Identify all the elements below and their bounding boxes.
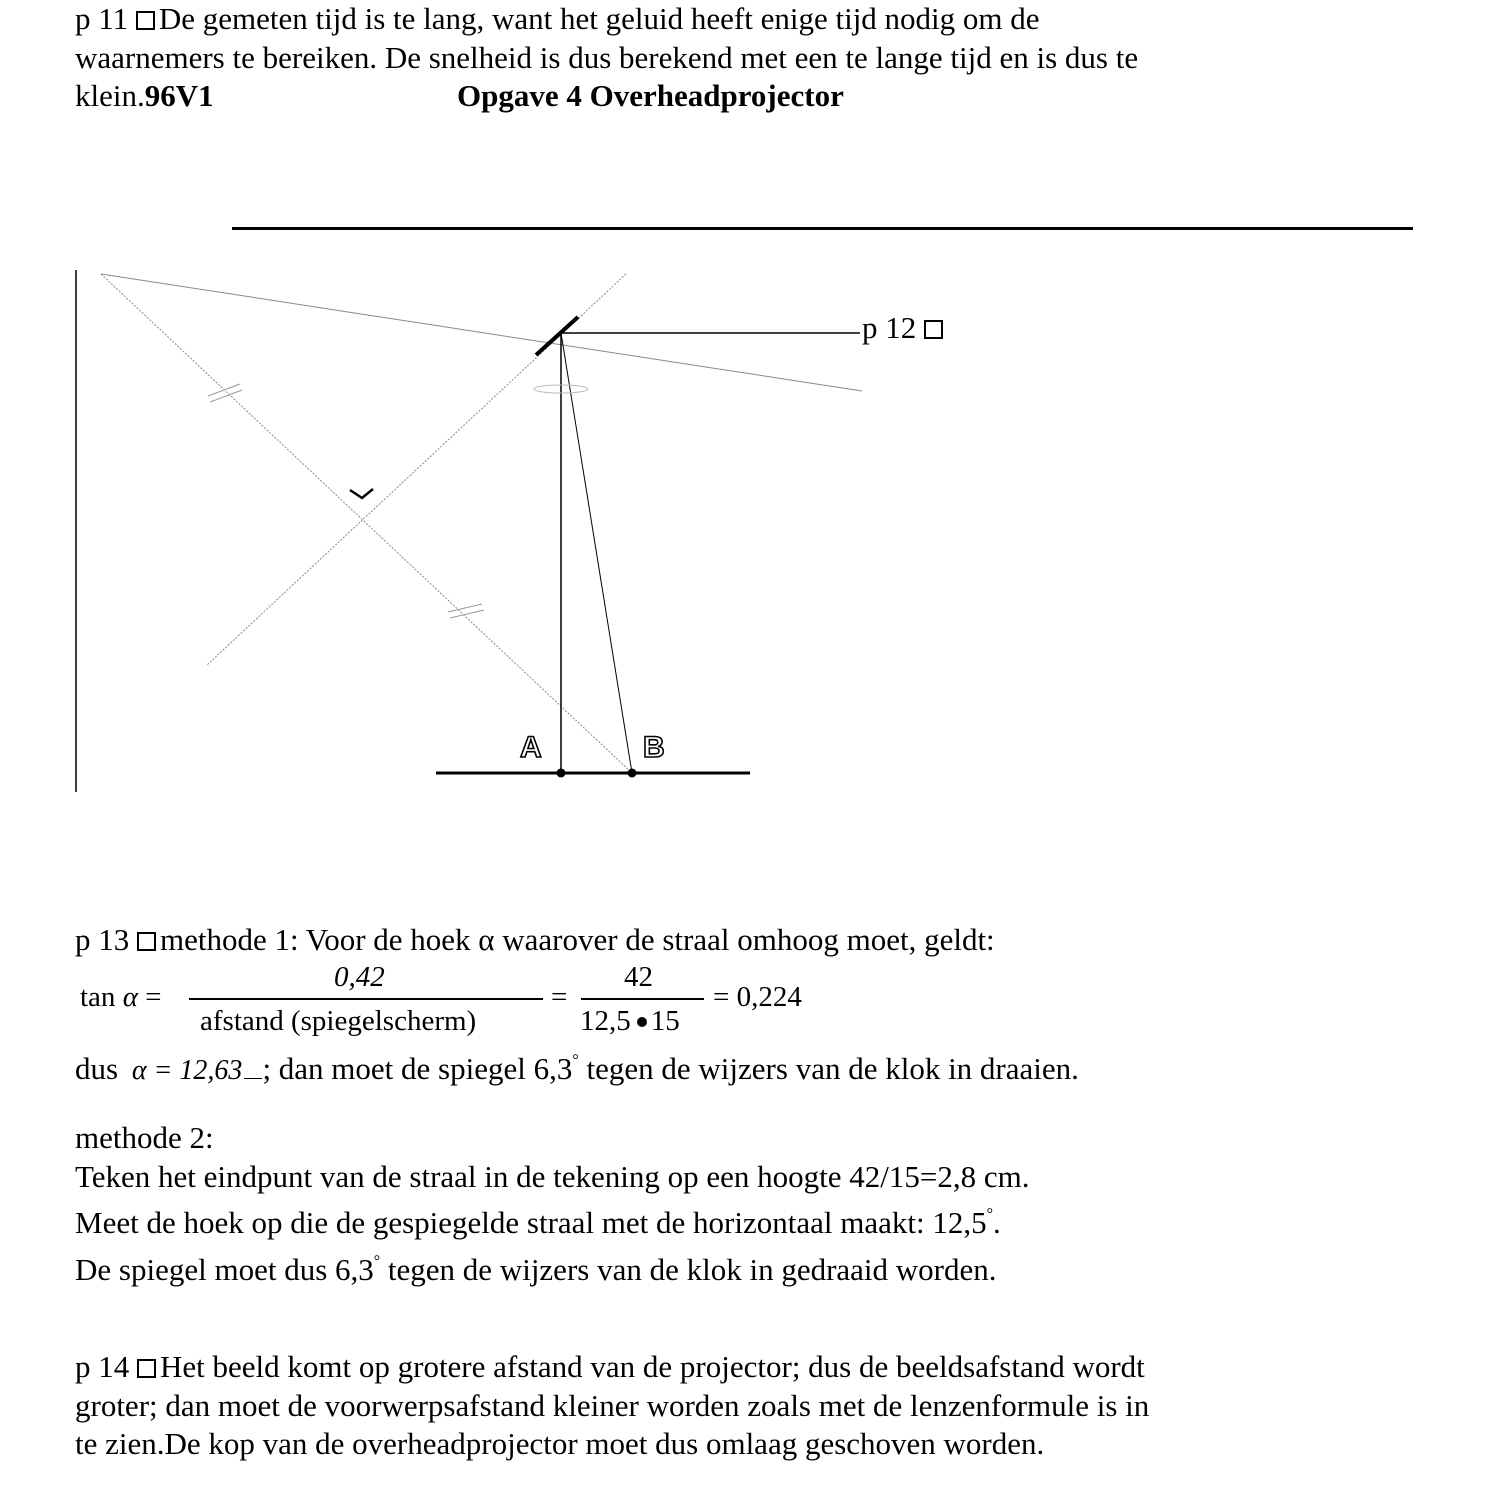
denominator-1: afstand (spiegelscherm) bbox=[200, 1005, 477, 1037]
method-2-block bbox=[75, 1119, 1030, 1289]
mirror bbox=[536, 317, 578, 355]
method-2-title: methode 2: bbox=[75, 1120, 214, 1155]
ray-tilted bbox=[561, 333, 632, 773]
method-2-line1: Teken het eindpunt van de straal in de tekening op een hoogte 42/15=2,8 cm. bbox=[75, 1158, 1030, 1194]
denominator-2a: 12,5 bbox=[580, 1005, 631, 1037]
checkbox-icon bbox=[924, 320, 943, 339]
horizontal-rule bbox=[232, 227, 1413, 230]
p11-block bbox=[75, 0, 1138, 116]
dot-icon bbox=[637, 1017, 647, 1027]
label-b: B bbox=[643, 731, 665, 764]
alpha-result bbox=[132, 1055, 263, 1086]
dus-text: dus bbox=[75, 1051, 119, 1086]
equals-sign: = bbox=[145, 981, 162, 1013]
degree-symbol: ° bbox=[572, 1052, 579, 1069]
checkbox-icon bbox=[137, 1359, 156, 1378]
equals-sign-2: = bbox=[551, 981, 568, 1013]
checkbox-icon bbox=[137, 932, 156, 951]
dus-rest-text-2: tegen de wijzers van de klok in draaien. bbox=[578, 1051, 1079, 1086]
fraction-line-2 bbox=[581, 998, 704, 1000]
p11-text-line3: klein. bbox=[75, 78, 145, 113]
p14-text-line2: groter; dan moet de voorwerpsafstand kleiner worden zoals met de lenzenformule is in bbox=[75, 1387, 1150, 1423]
p13-intro-text: methode 1: Voor de hoek α waarover de straal omhoog moet, geldt: bbox=[160, 922, 995, 957]
tan-text: tan bbox=[80, 981, 116, 1013]
method-2-line2-text: Meet de hoek op die de gespiegelde straal met de horizontaal maakt: 12,5 bbox=[75, 1205, 987, 1240]
degree-symbol: ° bbox=[986, 1206, 993, 1223]
formula-result: = 0,224 bbox=[713, 981, 802, 1013]
alpha-symbol: α bbox=[131, 1055, 147, 1086]
p14-block bbox=[75, 1348, 1149, 1464]
tan-label bbox=[80, 978, 162, 1017]
method-2-line3 bbox=[75, 1243, 1030, 1290]
method-2-line2-end: . bbox=[993, 1205, 1001, 1240]
p11-text-line1: De gemeten tijd is te lang, want het geluid heeft enige tijd nodig om de bbox=[158, 1, 1040, 36]
degree-symbol: ° bbox=[373, 1252, 381, 1270]
point-a bbox=[557, 769, 566, 778]
method-2-line2 bbox=[75, 1196, 1030, 1243]
p11-number: p 11 bbox=[75, 1, 129, 36]
fraction-line-1 bbox=[189, 998, 543, 1000]
alpha-symbol: α bbox=[122, 981, 138, 1013]
p11-line3 bbox=[75, 77, 1138, 116]
point-b bbox=[628, 769, 637, 778]
label-a: A bbox=[520, 731, 542, 764]
p12-label bbox=[862, 309, 947, 348]
p11-text-line2: waarnemers te bereiken. De snelheid is dus berekend met een te lange tijd en is dus te bbox=[75, 39, 1139, 75]
p12-number: p 12 bbox=[862, 310, 917, 345]
p11-line1 bbox=[75, 0, 1138, 39]
checkbox-icon bbox=[136, 11, 155, 30]
construction-line-diagonal-down bbox=[101, 274, 632, 773]
numerator-1: 0,42 bbox=[334, 961, 385, 993]
section-title: Opgave 4 Overheadprojector bbox=[457, 78, 844, 113]
p13-intro bbox=[75, 921, 995, 960]
angle-mark bbox=[350, 489, 373, 498]
numerator-2: 42 bbox=[624, 961, 653, 993]
equal-mark-upper bbox=[208, 384, 242, 402]
equal-mark-lower bbox=[448, 604, 484, 618]
p13-number: p 13 bbox=[75, 922, 130, 957]
denominator-2 bbox=[580, 1002, 680, 1041]
p14-number: p 14 bbox=[75, 1349, 130, 1384]
denominator-2b: 15 bbox=[650, 1005, 680, 1037]
dus-rest-text: ; dan moet de spiegel 6,3 bbox=[262, 1051, 573, 1086]
p14-line1 bbox=[75, 1348, 1149, 1387]
method-2-line3-end: tegen de wijzers van de klok in gedraaid worden. bbox=[380, 1251, 997, 1287]
p13-dus-line bbox=[75, 1042, 1079, 1091]
exam-code: 96V1 bbox=[144, 78, 214, 113]
p14-text-line3: te zien.De kop van de overheadprojector moet dus omlaag geschoven worden. bbox=[75, 1426, 1045, 1461]
mirror-diagram bbox=[0, 260, 1000, 820]
underscore-mark bbox=[244, 1078, 262, 1079]
p14-text-line1: Het beeld komt op grotere afstand van de projector; dus de beeldsafstand wordt bbox=[160, 1349, 1145, 1384]
method-2-line3-text: De spiegel moet dus 6,3 bbox=[75, 1251, 374, 1287]
alpha-value: = 12,63 bbox=[153, 1055, 243, 1086]
